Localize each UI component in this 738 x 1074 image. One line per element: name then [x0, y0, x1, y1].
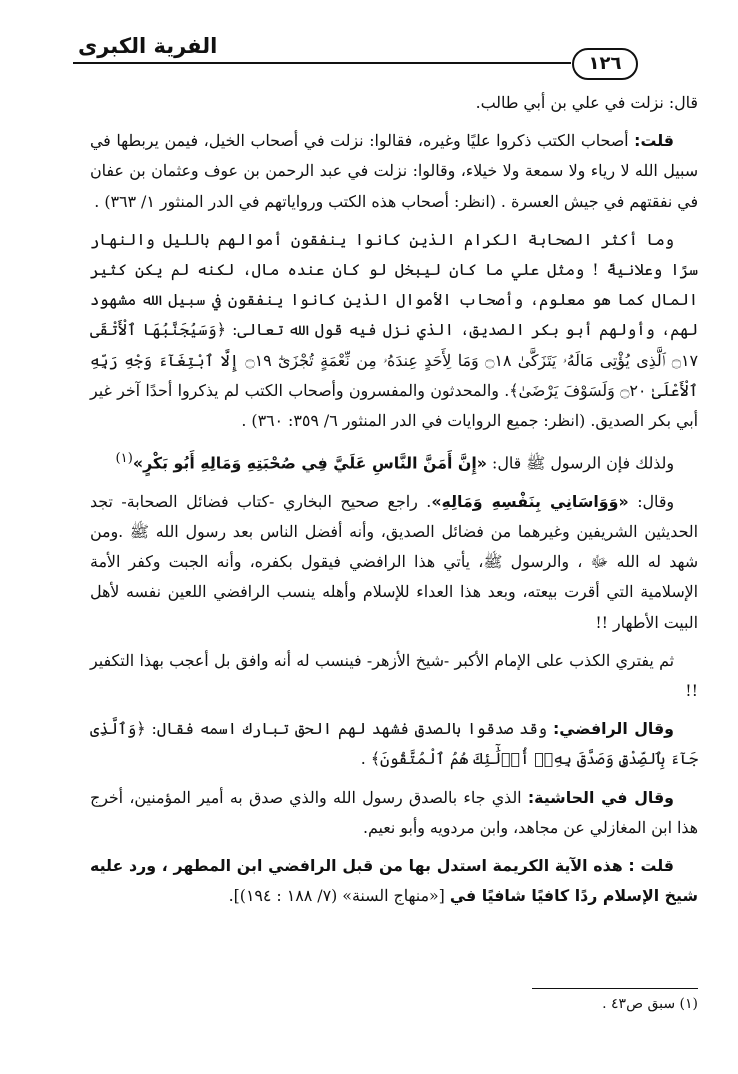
footnote: (١) سبق ص٤٣ . — [602, 996, 698, 1012]
paragraph-1: قال: نزلت في علي بن أبي طالب. — [475, 93, 698, 112]
label-hashiya: وقال في الحاشية: — [527, 787, 674, 807]
paragraph-3-tail: . والمحدثون والمفسرون وأصحاب الكتب لم يذكروا أحدًا آخر غير أبي بكر الصديق. (انظر: جميع الروايات في الدر المنثور ٦/ ٣٥٩: ٣٦٠) . — [90, 380, 698, 431]
paragraph-4 — [90, 444, 698, 478]
paragraph-3-text: وما أكثر الصحابة الكرام الذين كانوا ينفقون أموالهم بالليل والنهار سرًا وعلانيةً ! ومثل علي ما كان ليبخل لو كان عنده مال، لكنه لم يكن كثير المال كما هو معلوم، وأصحاب الأموال الذين كانوا ينفقون في سبيل الله مشهود لهم، وأولهم أبو بكر الصديق، الذي نزل فيه قول الله تعالى: — [90, 229, 698, 340]
quran-verse-al-layl: ﴿وَسَيُجَنَّبُهَا ٱلْأَتْقَى ۝١٧ ٱلَّذِى يُؤْتِى مَالَهُۥ يَتَزَكَّىٰ ۝١٨ وَمَا لِأَحَدٍ عِندَهُۥ مِن نِّعْمَةٍ تُجْزَىٰٓ ۝١٩ إِلَّا ٱبْتِغَآءَ وَجْهِ رَبِّهِ ٱلْأَعْلَىٰ ۝٢٠ وَلَسَوْفَ يَرْضَىٰ﴾ — [90, 320, 699, 400]
paragraph-8 — [90, 783, 698, 843]
footnote-ref: (١) — [115, 451, 133, 467]
paragraph-2-text: أصحاب الكتب ذكروا عليًا وغيره، فقالوا: نزلت في أصحاب الخيل، فيمن يربطها في سبيل الله لا رياء ولا سمعة ولا خيلاء، وقالوا: نزلت في عبد الرحمن بن عوف وعثمان بن عفان في نفقتهم في جيش العسرة . (انظر: أصحاب هذه الكتب ورواياتهم في الدر المنثور ١/ ٣٦٣) . — [90, 131, 698, 211]
paragraph-7-tail: . — [360, 749, 371, 769]
header-rule — [73, 62, 571, 64]
paragraph-6: ثم يفتري الكذب على الإمام الأكبر -شيخ الأزهر- فينسب له أنه وافق بل أعجب بهذا التكفير !! — [90, 650, 698, 700]
paragraph-5 — [90, 487, 698, 638]
footnote-rule — [532, 988, 698, 989]
paragraph-3 — [90, 225, 698, 436]
label-rafidi: وقال الرافضي: — [552, 719, 674, 739]
page-number-badge: ١٢٦ — [572, 48, 638, 80]
quran-verse-az-zumar: ﴿وَٱلَّذِى جَآءَ بِٱلصِّدْقِ وَصَدَّقَ بِهِۦٓ أُو۟لَٰٓئِكَ هُمُ ٱلْمُتَّقُونَ﴾ — [90, 719, 698, 769]
page-body — [90, 88, 698, 919]
paragraph-7-text: وقد صدقوا بالصدق فشهد لهم الحق تبارك اسمه فقال: — [145, 719, 553, 739]
hadith-quote-1: «إِنَّ أَمَنَّ النَّاسِ عَلَيَّ فِي صُحْبَتِهِ وَمَالِهِ أَبُو بَكْرٍ» — [132, 453, 488, 473]
running-header-title: الفرية الكبرى — [78, 34, 218, 58]
paragraph-7 — [90, 714, 698, 774]
paragraph-9 — [90, 851, 698, 911]
paragraph-2 — [90, 126, 698, 217]
paragraph-8-text: الذي جاء بالصدق رسول الله والذي صدق به أمير المؤمنين، أخرج هذا ابن المغازلي عن مجاهد، وابن مردويه وأبو نعيم. — [90, 787, 698, 837]
paragraph-9-bold: قلت : هذه الآية الكريمة استدل بها من قبل الرافضي ابن المطهر ، ورد عليه شيخ الإسلام ردًا كافيًا شافيًا في — [90, 855, 698, 906]
paragraph-4-text: ولذلك فإن الرسول ﷺ قال: — [487, 453, 674, 473]
hadith-quote-2: «وَوَاسَانِي بِنَفْسِهِ وَمَالِهِ» — [431, 491, 629, 511]
paragraph-5-lead: وقال: — [628, 491, 674, 511]
label-qult: قلت: — [634, 131, 674, 151]
paragraph-9-citation: [«منهاج السنة» (٧/ ١٨٨ : ١٩٤)]. — [228, 886, 445, 906]
paragraph-5-text: . راجع صحيح البخاري -كتاب فضائل الصحابة- تجد الحديثين الشريفين وغيرهما من فضائل الصديق، وأنه أفضل الناس بعد رسول الله ﷺ .ومن شهد له الله ﷻ ، والرسول ﷺ، يأتي هذا الرافضي فيقول بكفره، وأنه الجبت وكفر الأمة الإسلامية التي أقرت بيعته، وبعد هذا العداء للإسلام وأهله ينسب الرافضي اللعين نفسه لأهل البيت الأطهار !! — [90, 491, 698, 632]
